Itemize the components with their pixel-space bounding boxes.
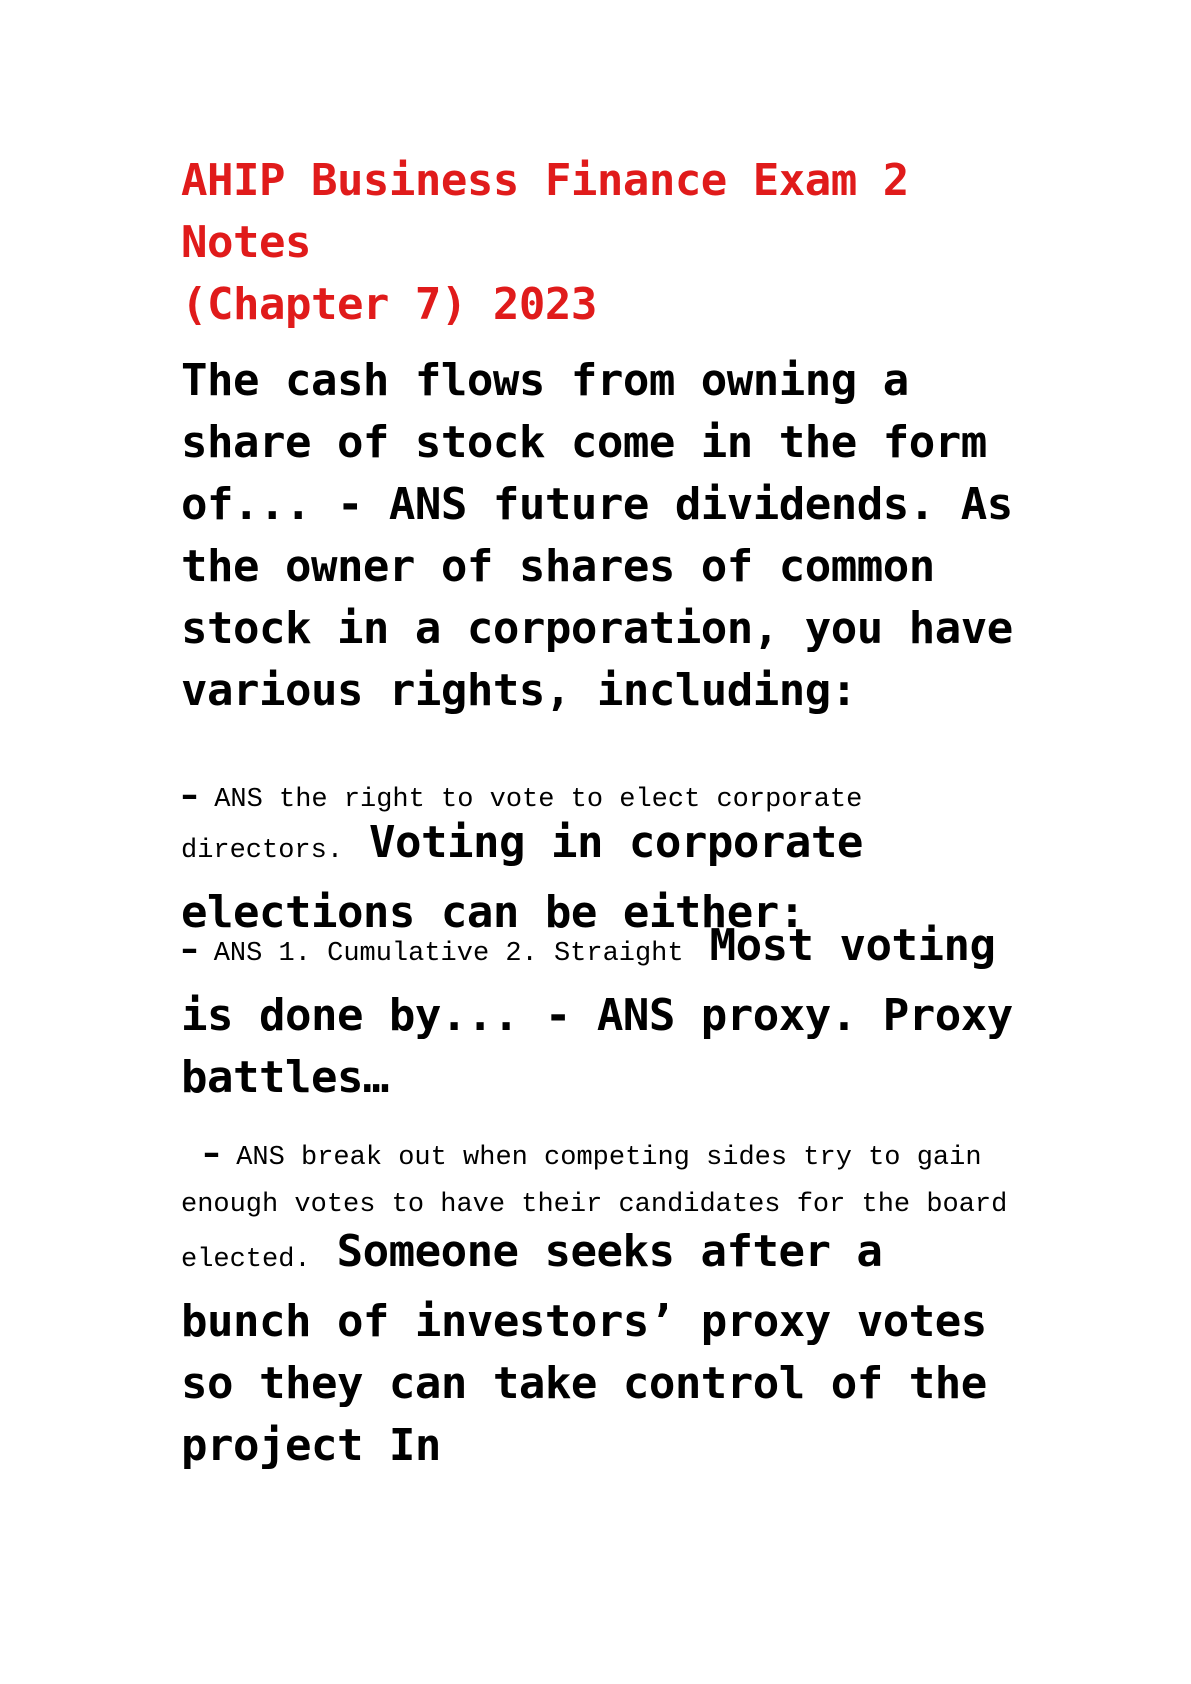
answer-text-line-3: elected. xyxy=(181,1245,311,1275)
answer-text: ANS 1. Cumulative 2. Straight xyxy=(197,939,684,969)
document-title xyxy=(181,150,1031,336)
answer-text-line-2: enough votes to have their candidates for the board xyxy=(181,1190,1008,1220)
dash-marker: – xyxy=(181,775,198,815)
dash-marker: – xyxy=(181,929,198,969)
title-line-1: AHIP Business Finance Exam 2 Notes xyxy=(181,155,909,268)
paragraph-cumulative xyxy=(181,915,1031,1109)
paragraph-proxy-battles xyxy=(181,1130,1031,1477)
question-text: Voting in corporate elections can be either: xyxy=(181,817,863,938)
answer-text-line-1: ANS break out when competing sides try to gain xyxy=(220,1143,982,1173)
title-line-2: (Chapter 7) 2023 xyxy=(181,279,597,330)
paragraph-text: The cash flows from owning a share of stock come in the form of... - ANS future dividends. As the owner of shares of common stock in a corporation, you have various rights, including: xyxy=(181,355,1013,716)
answer-text-continued: directors. xyxy=(181,836,344,866)
answer-text: ANS the right to vote to elect corporate xyxy=(198,785,863,815)
document-content xyxy=(181,150,1031,1471)
paragraph-cash-flows xyxy=(181,350,1031,722)
question-text: Someone seeks after a bunch of investors’ proxy votes so they can take control of the project In xyxy=(181,1226,987,1471)
dash-marker: – xyxy=(203,1133,220,1173)
question-text: Most voting is done by... - ANS proxy. Proxy battles… xyxy=(181,920,1013,1103)
